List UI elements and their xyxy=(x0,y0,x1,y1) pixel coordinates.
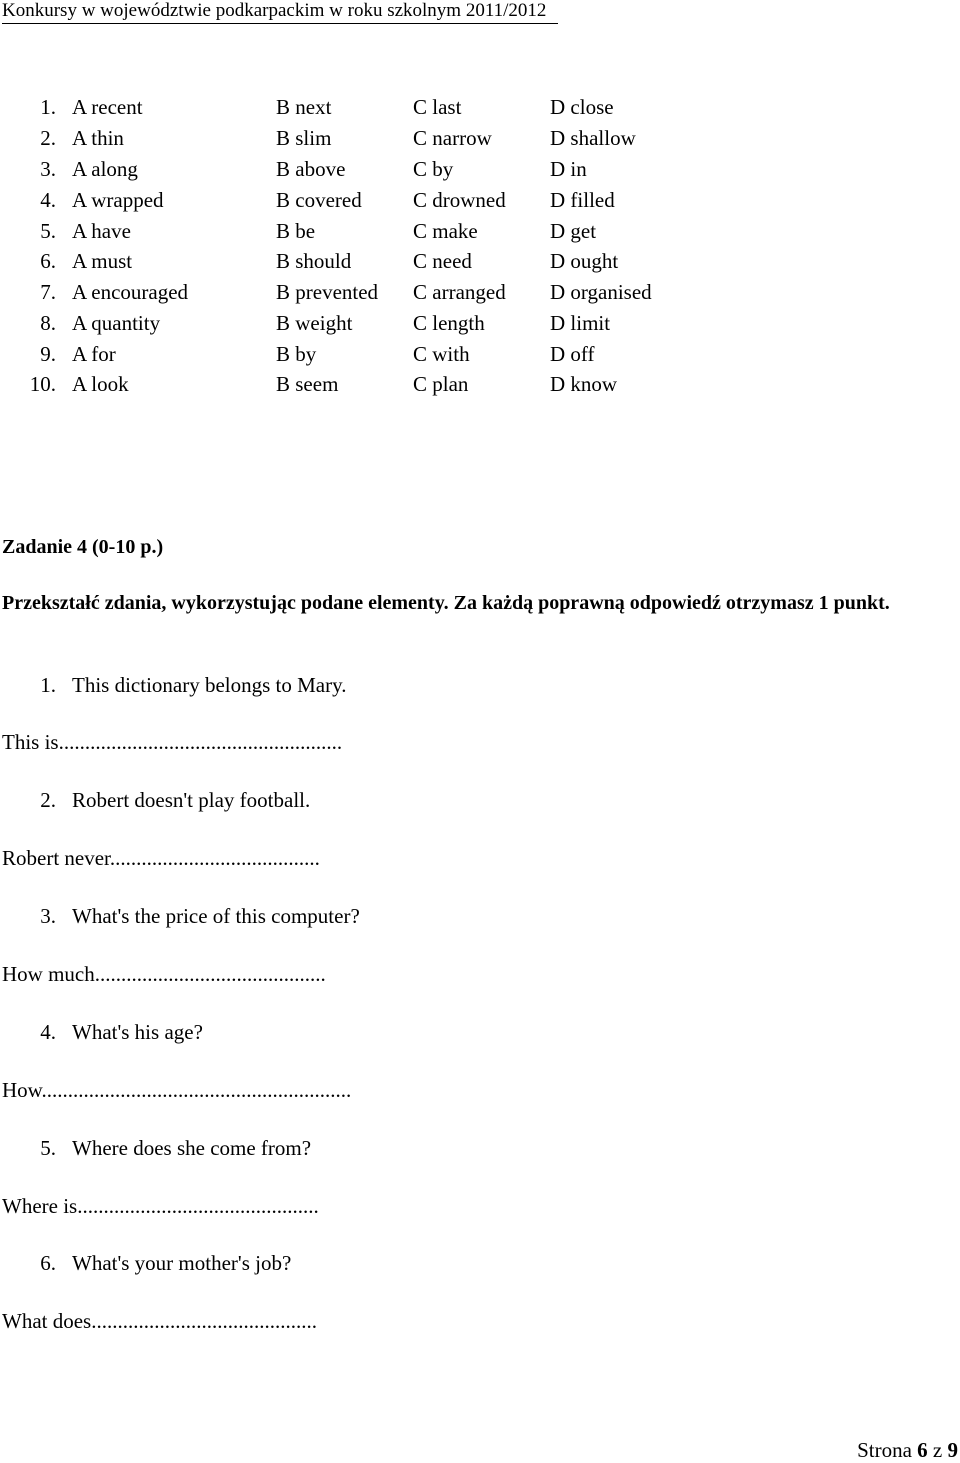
sentence-number: 2. xyxy=(40,788,56,812)
answer-prompt: This is...................................................... xyxy=(2,730,343,754)
option-c: C length xyxy=(413,311,485,335)
sentence-number: 1. xyxy=(40,673,56,697)
question-number: 1. xyxy=(40,95,56,119)
option-a: A look xyxy=(72,372,129,396)
option-b: B by xyxy=(276,342,317,366)
question-number: 10. xyxy=(29,372,56,396)
question-number: 7. xyxy=(40,280,56,304)
option-c: C need xyxy=(413,249,472,273)
option-b: B seem xyxy=(276,372,339,396)
option-d: D close xyxy=(550,95,614,119)
option-a: A thin xyxy=(72,126,124,150)
question-number: 6. xyxy=(40,249,56,273)
sentence-number: 3. xyxy=(40,904,56,928)
option-d: D shallow xyxy=(550,126,636,150)
answer-prompt: What does........................................... xyxy=(2,1309,317,1333)
sentence-text: What's the price of this computer? xyxy=(72,904,360,928)
option-c: C make xyxy=(413,219,478,243)
sentence-number: 5. xyxy=(40,1136,56,1160)
option-d: D filled xyxy=(550,188,615,212)
page-header: Konkursy w województwie podkarpackim w roku szkolnym 2011/2012 xyxy=(2,0,558,24)
option-c: C last xyxy=(413,95,462,119)
question-number: 8. xyxy=(40,311,56,335)
sentence-number: 4. xyxy=(40,1020,56,1044)
sentence-text: Robert doesn't play football. xyxy=(72,788,311,812)
sentence-text: Where does she come from? xyxy=(72,1136,312,1160)
task-instruction: Przekształć zdania, wykorzystując podane elementy. Za każdą poprawną odpowiedź otrzymasz 1 punkt. xyxy=(2,592,890,614)
option-d: D ought xyxy=(550,249,619,273)
option-c: C arranged xyxy=(413,280,506,304)
option-b: B weight xyxy=(276,311,353,335)
page-of-label: z xyxy=(932,1438,943,1462)
option-a: A must xyxy=(72,249,133,273)
option-d: D limit xyxy=(550,311,611,335)
option-d: D off xyxy=(550,342,595,366)
option-c: C with xyxy=(413,342,470,366)
option-d: D in xyxy=(550,157,587,181)
total-pages-number: 9 xyxy=(947,1438,958,1462)
option-d: D know xyxy=(550,372,618,396)
option-b: B be xyxy=(276,219,316,243)
option-c: C narrow xyxy=(413,126,492,150)
option-b: B above xyxy=(276,157,346,181)
option-b: B covered xyxy=(276,188,362,212)
option-d: D organised xyxy=(550,280,652,304)
option-a: A have xyxy=(72,219,131,243)
option-a: A for xyxy=(72,342,116,366)
question-number: 2. xyxy=(40,126,56,150)
option-d: D get xyxy=(550,219,597,243)
option-b: B next xyxy=(276,95,332,119)
question-number: 9. xyxy=(40,342,56,366)
current-page-number: 6 xyxy=(917,1438,928,1462)
question-number: 5. xyxy=(40,219,56,243)
answer-prompt: How........................................................... xyxy=(2,1078,352,1102)
option-c: C by xyxy=(413,157,454,181)
option-b: B should xyxy=(276,249,352,273)
page-footer xyxy=(857,1437,958,1463)
answer-prompt: Where is.............................................. xyxy=(2,1194,319,1218)
option-c: C plan xyxy=(413,372,469,396)
sentence-text: What's his age? xyxy=(72,1020,203,1044)
answer-prompt: Robert never........................................ xyxy=(2,846,320,870)
option-b: B slim xyxy=(276,126,332,150)
task-title: Zadanie 4 (0-10 p.) xyxy=(2,536,164,558)
answer-prompt: How much............................................ xyxy=(2,962,326,986)
sentence-number: 6. xyxy=(40,1251,56,1275)
option-a: A recent xyxy=(72,95,143,119)
option-a: A quantity xyxy=(72,311,161,335)
sentence-text: What's your mother's job? xyxy=(72,1251,292,1275)
option-c: C drowned xyxy=(413,188,506,212)
page-label: Strona xyxy=(857,1438,912,1462)
option-b: B prevented xyxy=(276,280,379,304)
question-number: 3. xyxy=(40,157,56,181)
option-a: A along xyxy=(72,157,138,181)
sentence-text: This dictionary belongs to Mary. xyxy=(72,673,347,697)
option-a: A wrapped xyxy=(72,188,164,212)
option-a: A encouraged xyxy=(72,280,189,304)
question-number: 4. xyxy=(40,188,56,212)
